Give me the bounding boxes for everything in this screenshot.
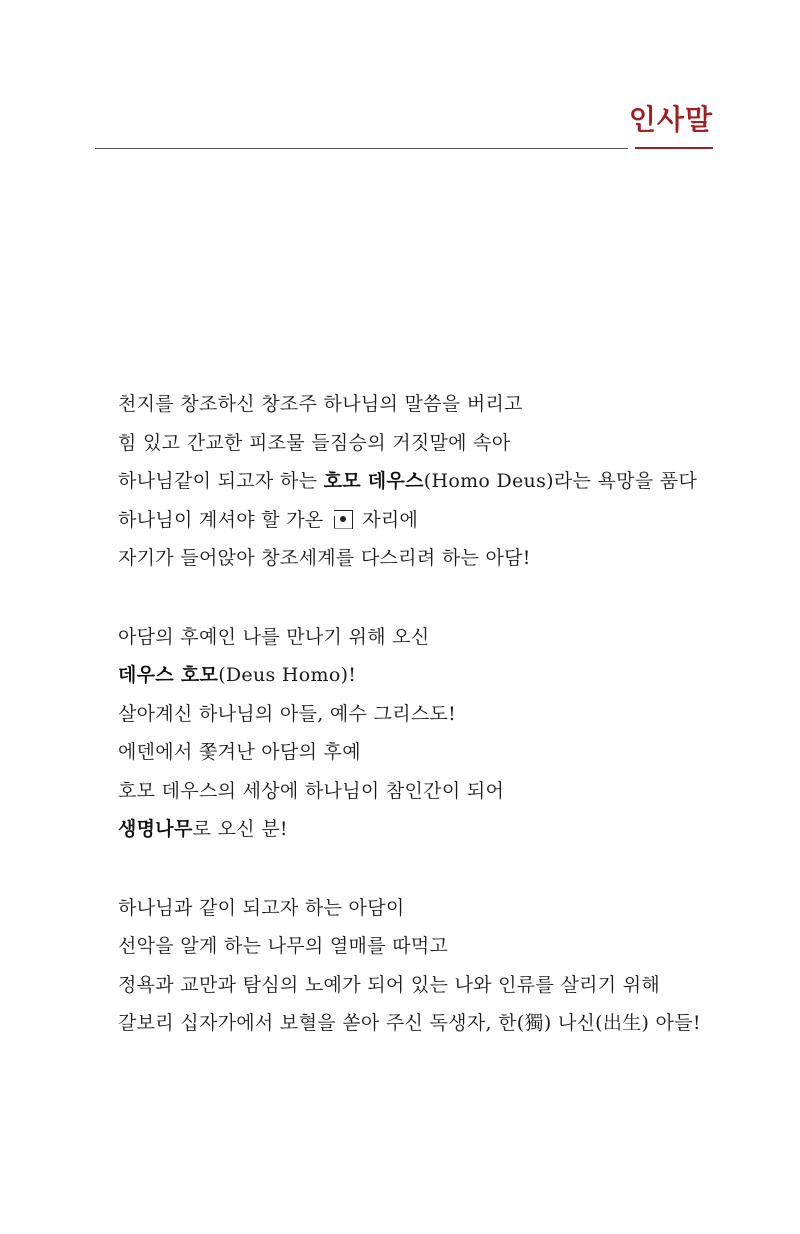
- poem-line: 정욕과 교만과 탐심의 노예가 되어 있는 나와 인류를 살리기 위해: [118, 973, 661, 996]
- title-underline: [635, 147, 713, 149]
- line-text: 로 오신 분!: [192, 818, 288, 840]
- poem-line: 자기가 들어앉아 창조세계를 다스리려 하는 아담!: [118, 547, 531, 569]
- emphasis-deus-homo: 데우스 호모: [118, 664, 219, 686]
- line-text: 자리에: [355, 508, 419, 531]
- poem-line: 에덴에서 쫓겨난 아담의 후예: [118, 741, 361, 763]
- stanza-2: [118, 618, 758, 849]
- stanza-1: [118, 385, 758, 578]
- page-title: 인사말: [628, 103, 713, 136]
- header-divider: [95, 148, 628, 149]
- stanza-3: [118, 889, 758, 1043]
- poem-line: [118, 501, 758, 540]
- poem-line: 선악을 알게 하는 나무의 열매를 따먹고: [118, 935, 449, 957]
- poem-line: 힘 있고 간교한 피조물 들짐승의 거짓말에 속아: [118, 431, 511, 454]
- poem-line: 천지를 창조하신 창조주 하나님의 말씀을 버리고: [118, 393, 523, 415]
- box-dot: [340, 516, 346, 522]
- emphasis-homo-deus: 호모 데우스: [323, 470, 424, 492]
- line-text: 하나님같이 되고자 하는: [118, 470, 324, 492]
- line-text: 하나님이 계셔야 할 가온: [118, 508, 330, 531]
- poem-line: 아담의 후예인 나를 만나기 위해 오신: [118, 625, 430, 648]
- poem-line: 살아계신 하나님의 아들, 예수 그리스도!: [118, 702, 457, 725]
- poem-line: 하나님과 같이 되고자 하는 아담이: [118, 896, 405, 919]
- line-text: (Deus Homo)!: [218, 664, 357, 686]
- poem-line: [118, 656, 758, 695]
- poem-line: [118, 462, 758, 501]
- line-text: (Homo Deus)라는 욕망을 품다: [423, 470, 698, 492]
- poem-line: [118, 810, 758, 849]
- poem-line: 갈보리 십자가에서 보혈을 쏟아 주신 독생자, 한(獨) 나신(出生) 아들!: [118, 1012, 701, 1034]
- ga-on-box-dot-icon: [332, 508, 354, 530]
- emphasis-tree-of-life: 생명나무: [118, 818, 193, 840]
- poem-body: [118, 385, 758, 1083]
- poem-line: 호모 데우스의 세상에 하나님이 참인간이 되어: [118, 779, 505, 802]
